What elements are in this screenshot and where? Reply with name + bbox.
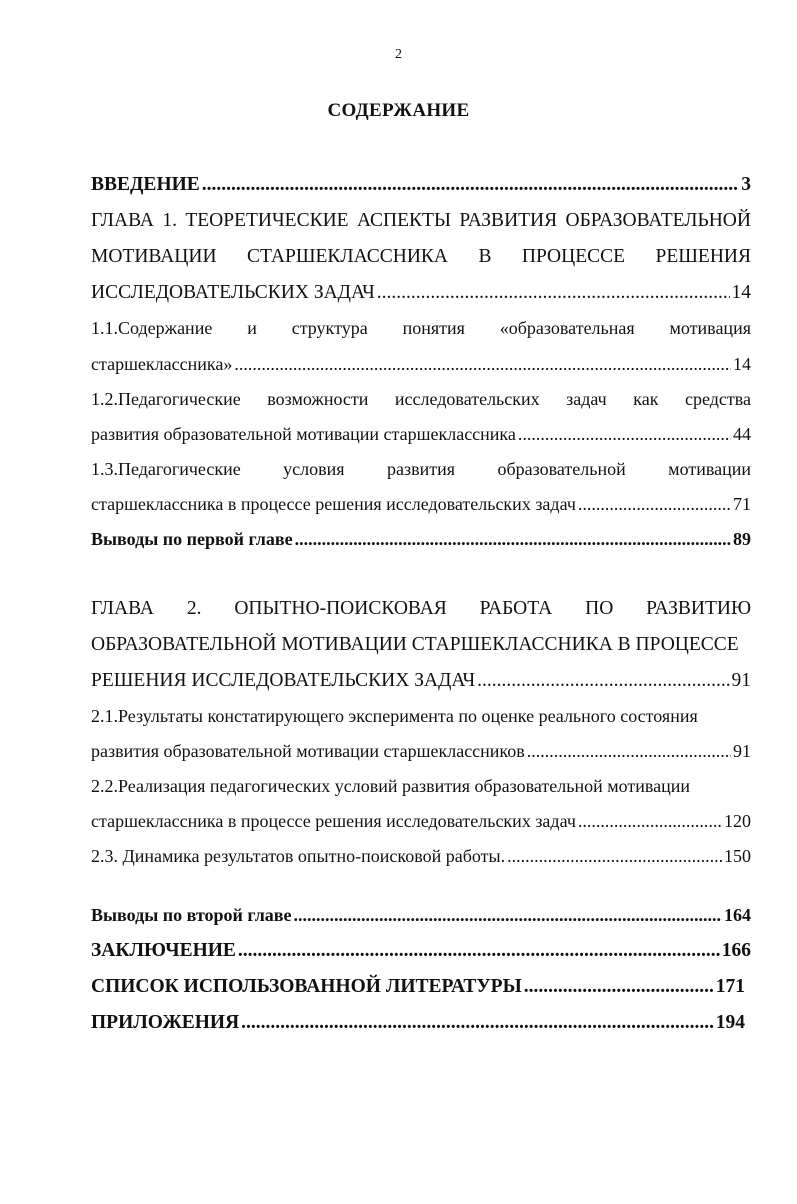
dot-leader bbox=[524, 976, 714, 998]
section-1-1-line-2 bbox=[91, 354, 751, 375]
toc-label: ИССЛЕДОВАТЕЛЬСКИХ ЗАДАЧ bbox=[91, 282, 375, 303]
word: АСПЕКТЫ bbox=[356, 210, 451, 231]
word: структура bbox=[291, 318, 368, 338]
toc-label: ВВЕДЕНИЕ bbox=[91, 174, 200, 195]
toc-label: РЕШЕНИЯ ИССЛЕДОВАТЕЛЬСКИХ ЗАДАЧ bbox=[91, 670, 476, 691]
dot-leader bbox=[507, 846, 722, 867]
word: и bbox=[247, 318, 257, 338]
word: 2. bbox=[186, 598, 202, 619]
toc-label: Выводы по первой главе bbox=[91, 529, 293, 549]
word: РАЗВИТИЮ bbox=[646, 598, 751, 619]
toc-page: 171 bbox=[715, 976, 745, 997]
toc-page: 194 bbox=[715, 1012, 745, 1033]
word: ТЕОРЕТИЧЕСКИЕ bbox=[185, 210, 349, 231]
word: условия bbox=[283, 459, 345, 479]
toc-label: развития образовательной мотивации старшеклассника bbox=[91, 424, 516, 444]
word: МОТИВАЦИИ bbox=[91, 246, 217, 267]
toc-page: 91 bbox=[733, 741, 751, 761]
toc-label: 2.1.Результаты констатирующего эксперимента по оценке реального состояния bbox=[91, 706, 698, 726]
chapter-1-line-1 bbox=[91, 210, 751, 232]
toc-page: 164 bbox=[724, 905, 751, 925]
toc-page: 91 bbox=[731, 670, 751, 691]
word: ОПЫТНО-ПОИСКОВАЯ bbox=[234, 598, 447, 619]
word: возможности bbox=[267, 389, 369, 409]
section-1-1-line-1 bbox=[91, 318, 751, 339]
dot-leader bbox=[202, 174, 739, 196]
toc-entry-appendix[interactable] bbox=[91, 1012, 745, 1034]
toc-page: 71 bbox=[733, 494, 751, 514]
toc-page: 89 bbox=[733, 529, 751, 549]
section-2-1-line-1 bbox=[91, 706, 751, 727]
word: как bbox=[633, 389, 659, 409]
word: 1.1.Содержание bbox=[91, 318, 213, 338]
toc-entry-conclusions-2[interactable] bbox=[91, 905, 751, 926]
section-1-3-line-1 bbox=[91, 459, 751, 480]
section-2-1-line-2 bbox=[91, 741, 751, 762]
word: РАЗВИТИЯ bbox=[459, 210, 558, 231]
toc-label: ОБРАЗОВАТЕЛЬНОЙ МОТИВАЦИИ СТАРШЕКЛАССНИКА В ПРОЦЕССЕ bbox=[91, 634, 739, 655]
toc-entry-references[interactable] bbox=[91, 976, 745, 998]
word: мотивации bbox=[668, 459, 751, 479]
dot-leader bbox=[377, 282, 730, 304]
dot-leader bbox=[527, 741, 731, 762]
page-title: СОДЕРЖАНИЕ bbox=[327, 100, 470, 121]
chapter-2-line-1 bbox=[91, 598, 751, 620]
toc-label: ПРИЛОЖЕНИЯ bbox=[91, 1012, 240, 1033]
toc-label: 2.3. Динамика результатов опытно-поисковой работы. bbox=[91, 846, 506, 866]
toc-entry-2-3[interactable] bbox=[91, 846, 751, 867]
toc-page: 120 bbox=[724, 811, 751, 831]
word: СТАРШЕКЛАССНИКА bbox=[246, 246, 449, 267]
dot-leader bbox=[234, 354, 731, 375]
word: 1.2.Педагогические bbox=[91, 389, 241, 409]
toc-entry-conclusions-1[interactable] bbox=[91, 529, 751, 550]
word: 1. bbox=[162, 210, 177, 231]
word: средства bbox=[684, 389, 751, 409]
toc-page: 44 bbox=[733, 424, 751, 444]
word: понятия bbox=[402, 318, 465, 338]
word: ПРОЦЕССЕ bbox=[521, 246, 626, 267]
section-2-2-line-1 bbox=[91, 776, 751, 797]
word: развития bbox=[387, 459, 456, 479]
word: ПО bbox=[585, 598, 614, 619]
toc-label: ЗАКЛЮЧЕНИЕ bbox=[91, 940, 236, 961]
word: исследовательских bbox=[394, 389, 540, 409]
toc-label: 2.2.Реализация педагогических условий развития образовательной мотивации bbox=[91, 776, 691, 796]
toc-label: старшеклассника в процессе решения исследовательских задач bbox=[91, 494, 576, 514]
dot-leader bbox=[477, 670, 729, 692]
word: задач bbox=[566, 389, 607, 409]
toc-page: 3 bbox=[741, 174, 751, 195]
dot-leader bbox=[518, 424, 731, 445]
toc-page: 150 bbox=[724, 846, 751, 866]
dot-leader bbox=[294, 905, 723, 926]
chapter-2-line-2 bbox=[91, 634, 751, 656]
toc-page: 14 bbox=[733, 354, 751, 374]
word: ГЛАВА bbox=[91, 210, 154, 231]
chapter-1-line-3 bbox=[91, 282, 751, 304]
toc-label: развития образовательной мотивации старшеклассников bbox=[91, 741, 525, 761]
word: РЕШЕНИЯ bbox=[655, 246, 751, 267]
word: 1.3.Педагогические bbox=[91, 459, 241, 479]
word: мотивация bbox=[669, 318, 751, 338]
word: «образовательная bbox=[499, 318, 635, 338]
dot-leader bbox=[238, 940, 720, 962]
dot-leader bbox=[241, 1012, 714, 1034]
toc-page: 14 bbox=[731, 282, 751, 303]
toc-entry-conclusion[interactable] bbox=[91, 940, 751, 962]
dot-leader bbox=[578, 811, 722, 832]
word: образовательной bbox=[497, 459, 626, 479]
chapter-2-line-3 bbox=[91, 670, 751, 692]
section-1-2-line-1 bbox=[91, 389, 751, 410]
toc-label: старшеклассника» bbox=[91, 354, 233, 374]
chapter-1-line-2 bbox=[91, 246, 751, 268]
dot-leader bbox=[578, 494, 731, 515]
toc-label: Выводы по второй главе bbox=[91, 905, 292, 925]
word: В bbox=[478, 246, 492, 267]
toc-page: 166 bbox=[721, 940, 751, 961]
word: РАБОТА bbox=[479, 598, 553, 619]
word: ГЛАВА bbox=[91, 598, 154, 619]
toc-label: старшеклассника в процессе решения исследовательских задач bbox=[91, 811, 576, 831]
section-1-3-line-2 bbox=[91, 494, 751, 515]
toc-entry-intro[interactable] bbox=[91, 174, 751, 196]
section-1-2-line-2 bbox=[91, 424, 751, 445]
word: ОБРАЗОВАТЕЛЬНОЙ bbox=[565, 210, 751, 231]
section-2-2-line-2 bbox=[91, 811, 751, 832]
page-number: 2 bbox=[395, 47, 402, 62]
dot-leader bbox=[295, 529, 731, 550]
toc-label: СПИСОК ИСПОЛЬЗОВАННОЙ ЛИТЕРАТУРЫ bbox=[91, 976, 522, 997]
